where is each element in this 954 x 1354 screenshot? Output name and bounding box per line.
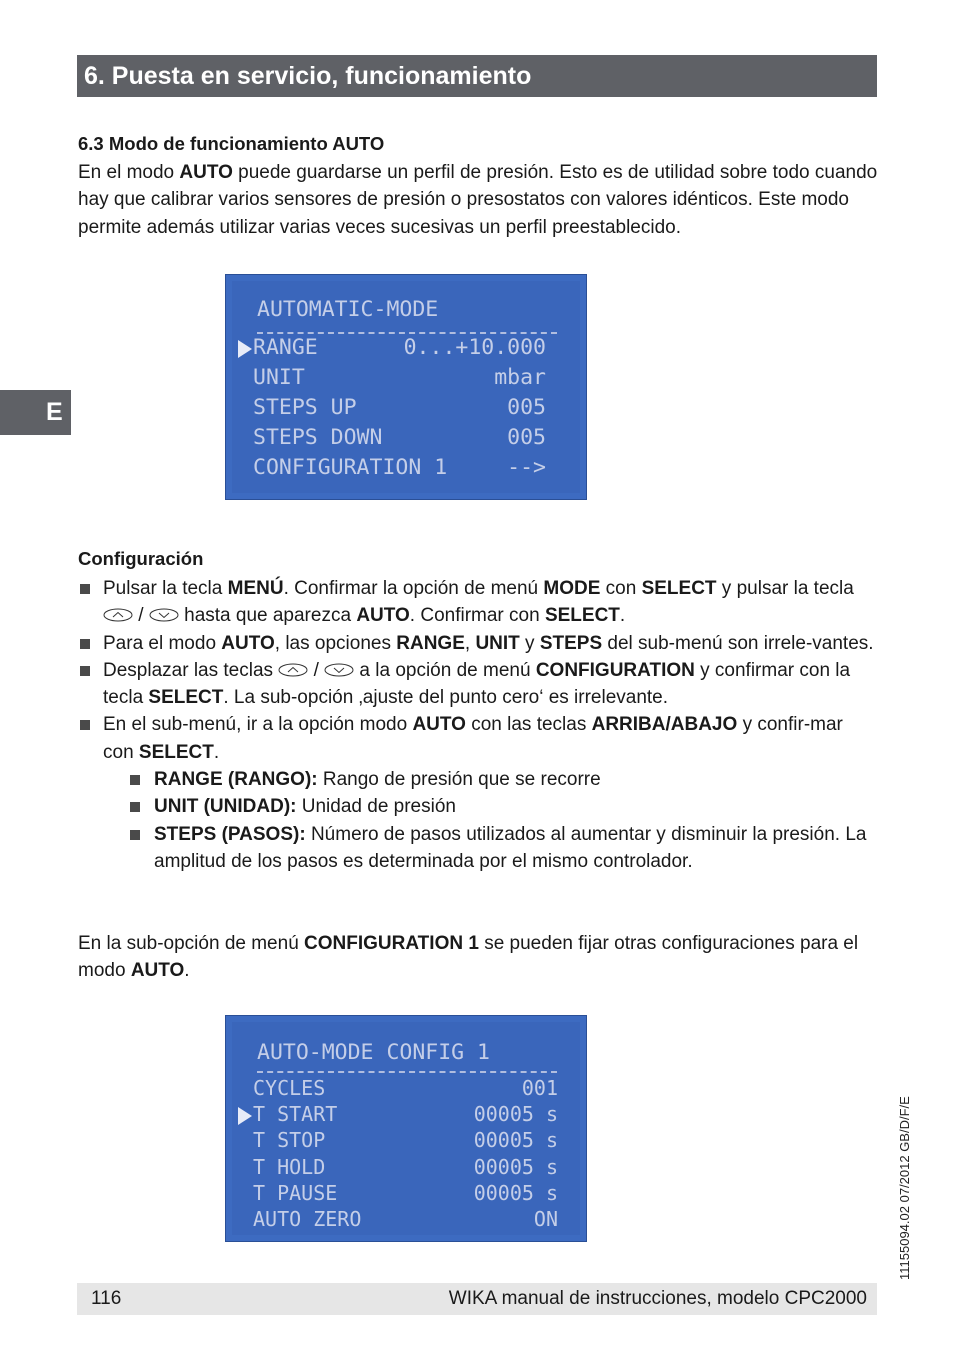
sub-list: [78, 766, 878, 875]
list-item: Para el modo AUTO, las opciones RANGE, UNIT y STEPS del sub-menú son irrele-vantes.: [78, 630, 878, 657]
lcd-row-value: 00005 s: [473, 1102, 558, 1126]
lcd-row-label: T STOP: [253, 1128, 326, 1152]
list-item-text: En el sub-menú, ir a la opción modo AUTO con las teclas ARRIBA/ABAJO y confir-mar con SELECT.: [103, 714, 843, 763]
lcd-row-value: 0...+10.000: [403, 335, 546, 360]
lcd-title: AUTOMATIC-MODE: [257, 297, 439, 322]
lcd-row-value: ON: [533, 1207, 558, 1231]
language-tab-label: E: [46, 398, 63, 426]
lcd-row-label: RANGE: [253, 335, 318, 360]
configuration-steps: [78, 575, 878, 875]
sub-list-item: STEPS (PASOS): Número de pasos utilizados al aumentar y disminuir la presión. La amplitud de los pasos es determinada por el mismo controlador.: [129, 821, 878, 876]
lcd-row-label: T START: [253, 1102, 338, 1126]
list-item: [78, 711, 878, 875]
lcd-auto-mode-config: [225, 1015, 587, 1242]
lcd-row-value: -->: [507, 455, 546, 480]
intro-paragraph: En el modo AUTO puede guardarse un perfil de presión. Esto es de utilidad sobre todo cuando hay que calibrar varios sensores de presión o presostatos con valores idénticos. Este modo permite además utilizar varias veces sucesivas un perfil preestablecido.: [78, 162, 878, 238]
page-footer: [77, 1283, 877, 1315]
chapter-title: 6. Puesta en servicio, funcionamiento: [84, 62, 532, 90]
section-title: 6.3 Modo de funcionamiento AUTO: [78, 133, 385, 154]
lcd-row-value: 005: [507, 425, 546, 450]
lcd-row-value: 005: [507, 395, 546, 420]
lcd-automatic-mode: [225, 274, 587, 500]
lcd-row-value: 00005 s: [473, 1155, 558, 1179]
lcd-row-label: AUTO ZERO: [253, 1207, 362, 1231]
lcd-row-label: T HOLD: [253, 1155, 326, 1179]
lcd-row-value: 00005 s: [473, 1181, 558, 1205]
arrow-up-key-icon: [103, 608, 133, 622]
lcd-row-label: CONFIGURATION 1: [253, 455, 448, 480]
configuration-heading: Configuración: [78, 548, 204, 569]
arrow-down-key-icon: [149, 608, 179, 622]
sub-list-item: UNIT (UNIDAD): Unidad de presión: [129, 793, 878, 820]
lcd-row-label: STEPS DOWN: [253, 425, 383, 450]
page-number: 116: [91, 1288, 122, 1309]
lcd-title: AUTO-MODE CONFIG 1: [257, 1040, 490, 1065]
language-tab: [0, 390, 71, 435]
selection-arrow-icon: [238, 340, 252, 358]
closing-paragraph: En la sub-opción de menú CONFIGURATION 1 se pueden fijar otras configuraciones para el modo AUTO.: [78, 933, 859, 982]
document-code: 11155094.02 07/2012 GB/D/F/E: [897, 1096, 912, 1280]
arrow-up-key-icon: [278, 663, 308, 677]
list-item: Pulsar la tecla MENÚ. Confirmar la opción de menú MODE con SELECT y pulsar la tecla / hasta que aparezca AUTO. Confirmar con SELECT.: [78, 575, 878, 630]
chapter-header: [77, 55, 877, 97]
selection-arrow-icon: [238, 1107, 252, 1125]
lcd-row-value: mbar: [494, 365, 546, 390]
lcd-row-label: CYCLES: [253, 1076, 326, 1100]
lcd-row-label: UNIT: [253, 365, 305, 390]
list-item: Desplazar las teclas / a la opción de menú CONFIGURATION y confirmar con la tecla SELECT. La sub-opción ‚ajuste del punto cero‘ es irrelevante.: [78, 657, 878, 712]
lcd-row-value: 00005 s: [473, 1128, 558, 1152]
lcd-row-value: 001: [521, 1076, 558, 1100]
sub-list-item: RANGE (RANGO): Rango de presión que se recorre: [129, 766, 878, 793]
arrow-down-key-icon: [324, 663, 354, 677]
footer-title: WIKA manual de instrucciones, modelo CPC2000: [448, 1288, 867, 1309]
lcd-row-label: T PAUSE: [253, 1181, 338, 1205]
lcd-row-label: STEPS UP: [253, 395, 357, 420]
